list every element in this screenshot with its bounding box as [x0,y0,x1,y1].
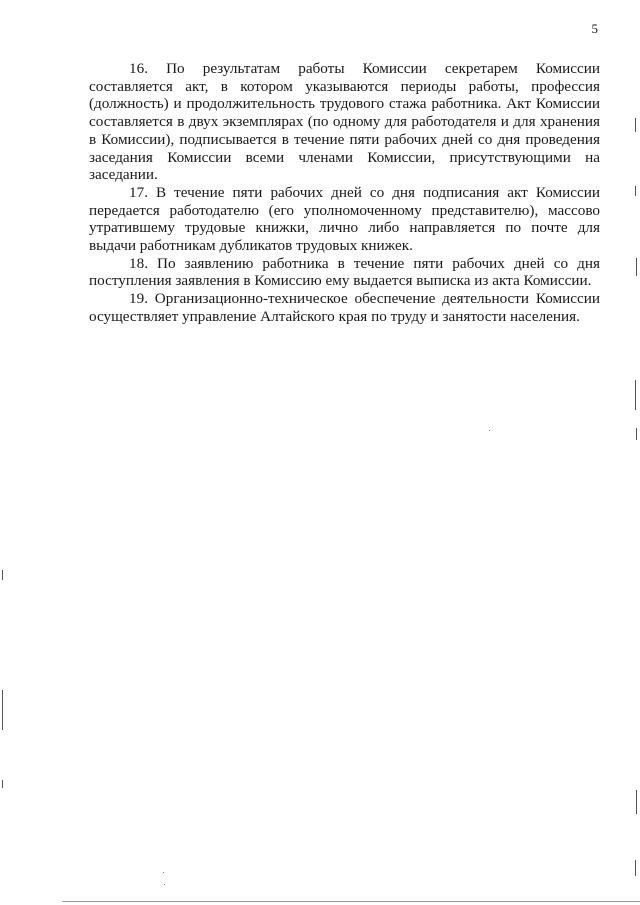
scan-edge-mark [2,570,3,580]
document-body [89,60,600,326]
paragraph-17: 17. В течение пяти рабочих дней со дня подписания акт Комиссии передается работодателю (его уполномоченному представителю), массово утратившему трудовые книжки, лично либо направляется по почте для выдачи работникам дубликатов трудовых книжек. [89,183,600,255]
paragraph-19: 19. Организационно-техническое обеспечение деятельности Комиссии осуществляет управление Алтайского края по труду и занятости населения. [89,290,600,325]
scan-bottom-edge [62,901,640,902]
scan-edge-mark [635,118,636,132]
paragraph-16: 16. По результатам работы Комиссии секретарем Комиссии составляется акт, в котором указываются периоды работы, профессия (должность) и продолжительность трудового стажа работника. Акт Комиссии составляется в двух экземплярах (по одному для работодателя и для хранения в Комиссии), подписывается в течение пяти рабочих дней со дня проведения заседания Комиссии всеми членами Комиссии, присутствующими на заседании. [89,60,600,184]
scan-edge-mark [636,258,637,276]
page-number: 5 [591,21,598,36]
paragraph-18: 18. По заявлению работника в течение пяти рабочих дней со дня поступления заявления в Комиссию ему выдается выписка из акта Комиссии. [89,254,600,290]
scan-edge-mark [2,780,3,788]
scan-speck [489,430,490,431]
scan-edge-mark [635,380,636,410]
scan-speck [164,884,165,885]
scan-edge-mark [636,428,637,440]
scan-edge-mark [635,860,636,876]
scan-edge-mark [635,186,636,196]
scan-speck [163,872,164,873]
scan-edge-mark [2,690,3,730]
scan-edge-mark [636,790,637,814]
